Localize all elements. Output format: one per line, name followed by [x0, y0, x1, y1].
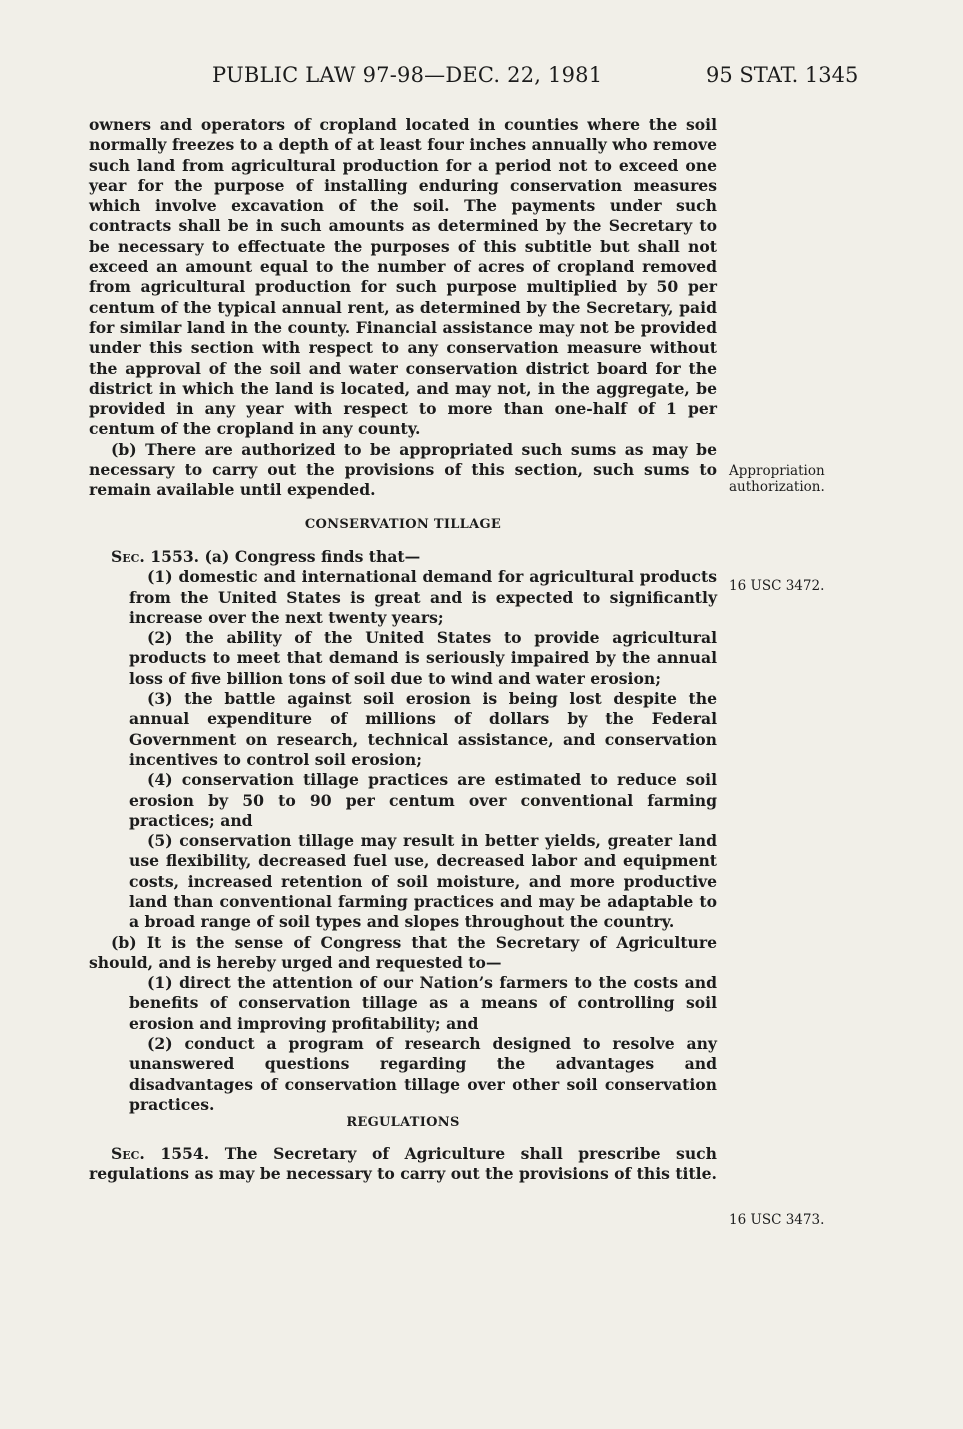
paragraph-appropriation: (b) There are authorized to be appropriated such sums as may be necessary to carry out the provisions of this section, such sums to remain available until expended.: [89, 439, 717, 500]
running-header-title: PUBLIC LAW 97-98—DEC. 22, 1981: [212, 63, 603, 87]
section-1554: [89, 1144, 717, 1185]
paragraph-continuation: owners and operators of cropland located in counties where the soil normally freezes to a depth of at least four inches annually who remove such land from agricultural production for a period not to exceed one year for the purpose of installing enduring conservation measures which involve excavation of the soil. The payments under such contracts shall be in such amounts as determined by the Secretary to be necessary to effectuate the purposes of this subtitle but shall not exceed an amount equal to the number of acres of cropland removed from agricultural production for such purpose multiplied by 50 per centum of the typical annual rent, as determined by the Secretary, paid for similar land in the county. Financial assistance may not be provided under this section with respect to any conservation measure without the approval of the soil and water conservation district board for the district in which the land is located, and may not, in the aggregate, be provided in any year with respect to more than one-half of 1 per centum of the cropland in any county.: [89, 115, 717, 439]
margin-note-usc-3473: 16 USC 3473.: [729, 1212, 825, 1228]
section-1553-b: (b) It is the sense of Congress that the Secretary of Agriculture should, and is hereby urged and requested to—: [89, 932, 717, 972]
section-1553-intro: [89, 547, 717, 567]
page-statute-number: 95 STAT. 1345: [706, 63, 859, 87]
margin-note-appropriation: Appropriation authorization.: [729, 463, 825, 495]
finding-item: (5) conservation tillage may result in better yields, greater land use flexibility, decreased fuel use, decreased labor and equipment costs, increased retention of soil moisture, and more productive land than conventional farming practices and may be adaptable to a broad range of soil types and slopes throughout the country.: [129, 831, 717, 932]
section-1553-text: 1553. (a) Congress finds that—: [144, 546, 421, 566]
margin-note-usc-3472: 16 USC 3472.: [729, 578, 825, 594]
document-body: [89, 115, 717, 1184]
section-1554-text: 1554. The Secretary of Agriculture shall prescribe such regulations as may be necessary to carry out the provisions of this title.: [89, 1143, 717, 1183]
request-item: (2) conduct a program of research designed to resolve any unanswered questions regarding the advantages and disadvantages of conservation tillage over other soil conservation practices.: [129, 1034, 717, 1114]
section-heading-regulations: REGULATIONS: [346, 1115, 460, 1131]
request-item: (1) direct the attention of our Nation’s farmers to the costs and benefits of conservation tillage as a means of controlling soil erosion and improving profitability; and: [129, 973, 717, 1033]
section-label: Sec.: [111, 1143, 145, 1163]
section-label: Sec.: [111, 546, 145, 566]
finding-item: (2) the ability of the United States to provide agricultural products to meet that demand is seriously impaired by the annual loss of five billion tons of soil due to wind and water erosion;: [129, 628, 717, 688]
finding-item: (1) domestic and international demand for agricultural products from the United States is great and is expected to significantly increase over the next twenty years;: [129, 567, 717, 627]
section-heading-conservation-tillage: CONSERVATION TILLAGE: [304, 516, 502, 532]
finding-item: (4) conservation tillage practices are estimated to reduce soil erosion by 50 to 90 per centum over conventional farming practices; and: [129, 770, 717, 830]
finding-item: (3) the battle against soil erosion is being lost despite the annual expenditure of millions of dollars by the Federal Government on research, technical assistance, and conservation incentives to control soil erosion;: [129, 689, 717, 769]
